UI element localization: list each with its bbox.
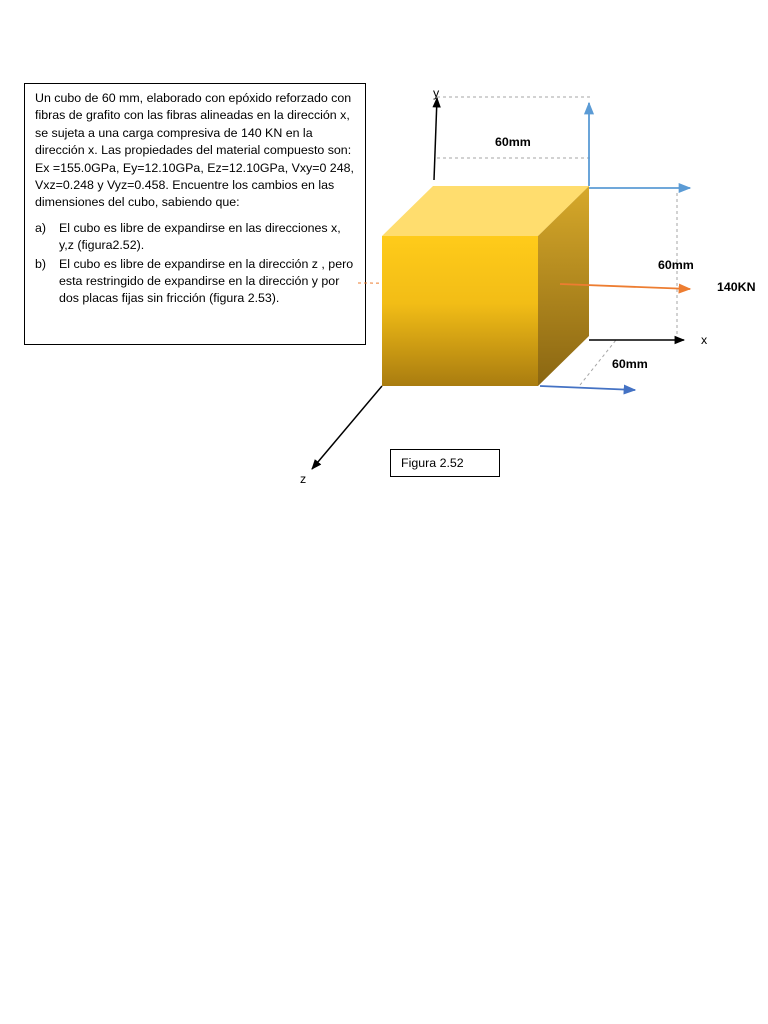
problem-statement: Un cubo de 60 mm, elaborado con epóxido reforzado con fibras de grafito con las fibras alineadas en la dirección x, se sujeta a una carga compresiva de 140 KN en la dirección x. Las propiedades del material compuesto son: Ex =155.0GPa, Ey=12.10GPa, Ez=12.10GPa, Vxy=0 248, Vxz=0.248 y Vyz=0.458. Encuentre los cambios en las dimensiones del cubo, sabiendo que: <box>35 91 354 210</box>
dim-depth-line <box>580 340 616 385</box>
dim-label-right: 60mm <box>658 258 694 272</box>
z-axis-label: z <box>300 472 307 486</box>
figure-caption-box <box>390 449 500 477</box>
x-axis-label: x <box>701 333 708 347</box>
dim-label-top: 60mm <box>495 135 531 149</box>
cube-front-face <box>382 236 538 386</box>
load-label: 140KN <box>717 280 756 294</box>
item-text: El cubo es libre de expandirse en las direcciones x, y,z (figura2.52). <box>59 220 341 253</box>
dim-label-depth: 60mm <box>612 357 648 371</box>
z-expansion-arrow <box>540 386 635 390</box>
z-axis <box>312 386 382 469</box>
figure-caption: Figura 2.52 <box>401 456 464 470</box>
cube <box>382 186 589 386</box>
item-marker: b) <box>35 256 47 271</box>
item-marker: a) <box>35 220 47 235</box>
y-axis <box>434 98 437 180</box>
item-text: El cubo es libre de expandirse en la dirección z , pero esta restringido de expandirse en la dirección y por dos placas fijas sin fricción (figura 2.53). <box>59 256 354 306</box>
y-axis-label: y <box>433 86 440 100</box>
